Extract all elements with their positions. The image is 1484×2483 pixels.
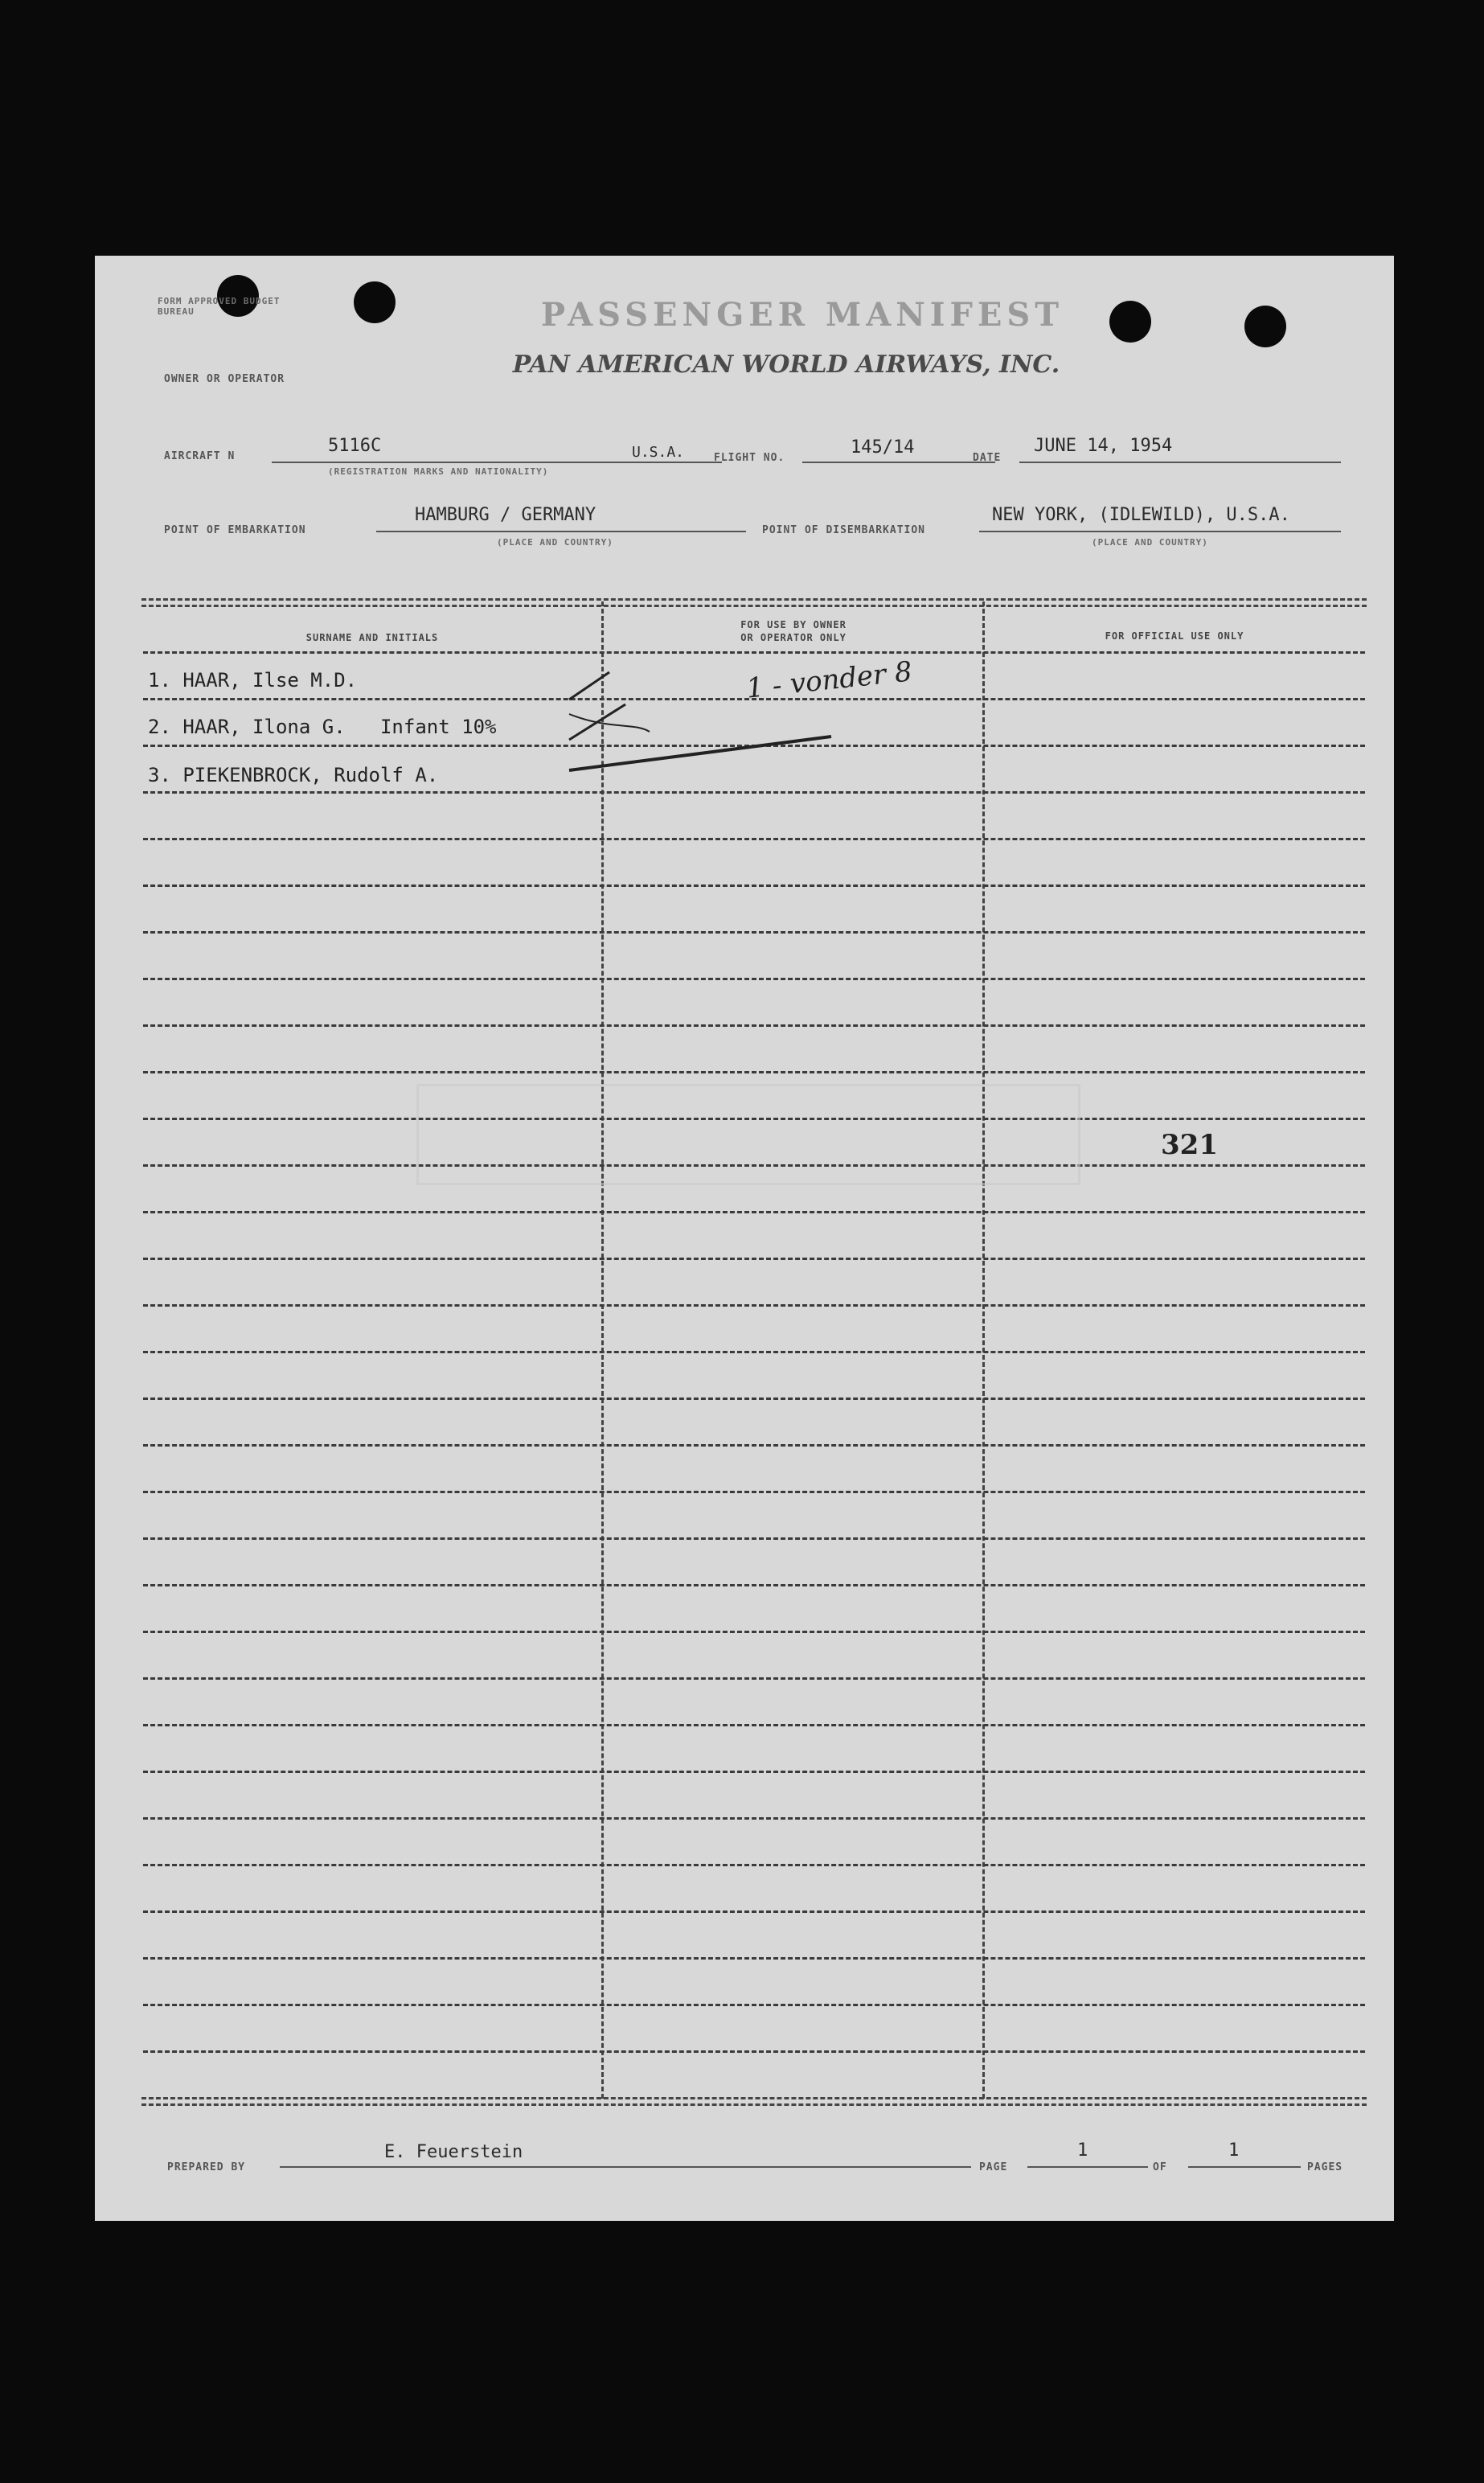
embarkation-label: POINT OF EMBARKATION: [164, 524, 306, 536]
prepared-underline: [280, 2166, 971, 2168]
flight-underline: [802, 462, 995, 463]
table-row: [143, 1677, 1365, 1680]
list-item: 1. HAAR, Ilse M.D.: [148, 669, 358, 692]
table-row: [143, 1024, 1365, 1027]
table-bottom-border: [141, 2103, 1367, 2106]
table-row: [143, 1211, 1365, 1213]
table-bottom-border: [141, 2097, 1367, 2099]
embarkation-value: HAMBURG / GERMANY: [415, 505, 596, 525]
page-label: PAGE: [979, 2161, 1008, 2173]
column-divider: [982, 601, 985, 2099]
page-underline: [1027, 2166, 1148, 2168]
col-header-official: FOR OFFICIAL USE ONLY: [1105, 630, 1244, 642]
table-row: [143, 1910, 1365, 1913]
disembarkation-caption: (PLACE AND COUNTRY): [1092, 537, 1208, 548]
table-row: [143, 1351, 1365, 1353]
disembarkation-underline: [979, 531, 1341, 532]
aircraft-value: 5116C: [328, 436, 382, 456]
col-header-operator-line2: OR OPERATOR ONLY: [740, 632, 847, 643]
registration-caption: (REGISTRATION MARKS AND NATIONALITY): [328, 466, 549, 477]
punch-hole-icon: [1244, 306, 1286, 347]
table-row: [143, 884, 1365, 887]
table-row: [143, 2004, 1365, 2006]
table-row: [143, 1631, 1365, 1633]
of-label: OF: [1153, 2161, 1167, 2173]
manifest-sheet: [95, 256, 1394, 2221]
table-row: [143, 1771, 1365, 1773]
table-row: [143, 1584, 1365, 1586]
disembarkation-value: NEW YORK, (IDLEWILD), U.S.A.: [992, 505, 1290, 525]
punch-hole-icon: [1109, 301, 1151, 343]
country-value: U.S.A.: [632, 444, 685, 461]
faint-stamp: [416, 1084, 1080, 1185]
table-row: [143, 2050, 1365, 2053]
table-row: [143, 1864, 1365, 1866]
aircraft-label: AIRCRAFT N: [164, 450, 236, 462]
date-underline: [1019, 462, 1341, 463]
date-label: DATE: [973, 452, 1002, 464]
table-row: [143, 1491, 1365, 1493]
table-top-border: [141, 598, 1367, 601]
embarkation-underline: [376, 531, 746, 532]
prepared-label: PREPARED BY: [167, 2161, 246, 2173]
table-row: [143, 1258, 1365, 1260]
total-value: 1: [1228, 2140, 1240, 2161]
embarkation-caption: (PLACE AND COUNTRY): [497, 537, 613, 548]
official-number: 321: [1161, 1129, 1218, 1161]
table-row: [143, 1724, 1365, 1726]
page-value: 1: [1077, 2140, 1088, 2161]
form-code: FORM APPROVED BUDGET BUREAU: [158, 296, 281, 317]
disembarkation-label: POINT OF DISEMBARKATION: [762, 524, 926, 536]
table-row: [143, 978, 1365, 980]
list-item: 3. PIEKENBROCK, Rudolf A.: [148, 764, 439, 786]
table-row: [143, 838, 1365, 840]
table-row: [143, 931, 1365, 934]
table-top-border: [141, 605, 1367, 607]
pages-label: PAGES: [1307, 2161, 1343, 2173]
list-item: 2. HAAR, Ilona G. Infant 10%: [148, 716, 497, 738]
table-row: [143, 1397, 1365, 1400]
table-row: [143, 1957, 1365, 1960]
col-header-operator-line1: FOR USE BY OWNER: [740, 619, 847, 630]
carrier-name: PAN AMERICAN WORLD AIRWAYS, INC.: [512, 351, 1060, 379]
col-header-surname: SURNAME AND INITIALS: [305, 632, 439, 643]
flight-label: FLIGHT NO.: [714, 452, 785, 464]
flight-value: 145/14: [851, 437, 915, 458]
total-underline: [1188, 2166, 1301, 2168]
aircraft-underline: [272, 462, 722, 463]
table-row: [143, 1537, 1365, 1540]
owner-label: OWNER OR OPERATOR: [164, 373, 285, 385]
table-row: [143, 1444, 1365, 1447]
punch-hole-icon: [354, 281, 396, 323]
operator-note: 1 - vonder 8: [744, 655, 914, 705]
table-row: [143, 1071, 1365, 1073]
date-value: JUNE 14, 1954: [1034, 436, 1173, 456]
table-row: [143, 1304, 1365, 1307]
page-title: PASSENGER MANIFEST: [540, 296, 1064, 334]
table-row: [143, 1817, 1365, 1820]
prepared-value: E. Feuerstein: [384, 2142, 523, 2162]
